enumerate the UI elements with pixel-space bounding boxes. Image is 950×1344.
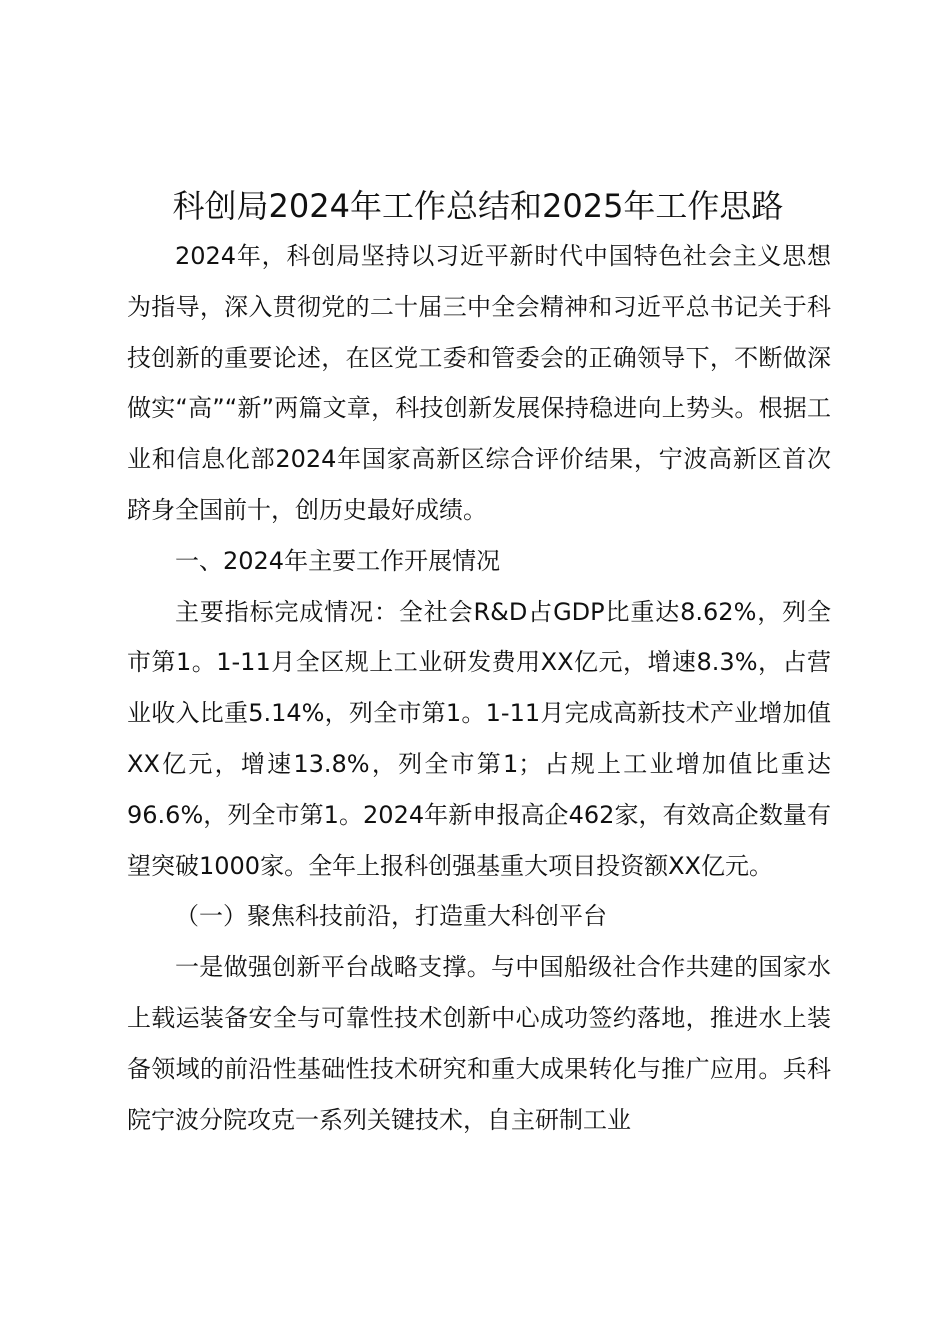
subsection-heading: （一）聚焦科技前沿，打造重大科创平台 (175, 902, 607, 931)
platform-paragraph: 一是做强创新平台战略支撑。与中国船级社合作共建的国家水上载运装备安全与可靠性技术创新中心成功签约落地，推进水上装备领域的前沿性基础性技术研究和重大成果转化与推广应用。兵科院宁波分院攻克一系列关键技术，自主研制工业 (127, 953, 831, 1134)
section-heading: 一、2024年主要工作开展情况 (175, 546, 501, 575)
intro-paragraph: 2024年，科创局坚持以习近平新时代中国特色社会主义思想为指导，深入贯彻党的二十届三中全会精神和习近平总书记关于科技创新的重要论述，在区党工委和管委会的正确领导下，不断做深做实“高”“新”两篇文章，科技创新发展保持稳进向上势头。根据工业和信息化部2024年国家高新区综合评价结果，宁波高新区首次跻身全国前十，创历史最好成绩。 (127, 242, 831, 524)
document-title: 科创局2024年工作总结和2025年工作思路 (172, 187, 784, 225)
indicators-paragraph: 主要指标完成情况：全社会R&D占GDP比重达8.62%，列全市第1。1-11月全区规上工业研发费用XX亿元，增速8.3%，占营业收入比重5.14%，列全市第1。1-11月完成高新技术产业增加值XX亿元，增速13.8%，列全市第1；占规上工业增加值比重达96.6%，列全市第1。2024年新申报高企462家，有效高企数量有望突破1000家。全年上报科创强基重大项目投资额XX亿元。 (127, 597, 831, 880)
document-body (127, 231, 831, 1145)
